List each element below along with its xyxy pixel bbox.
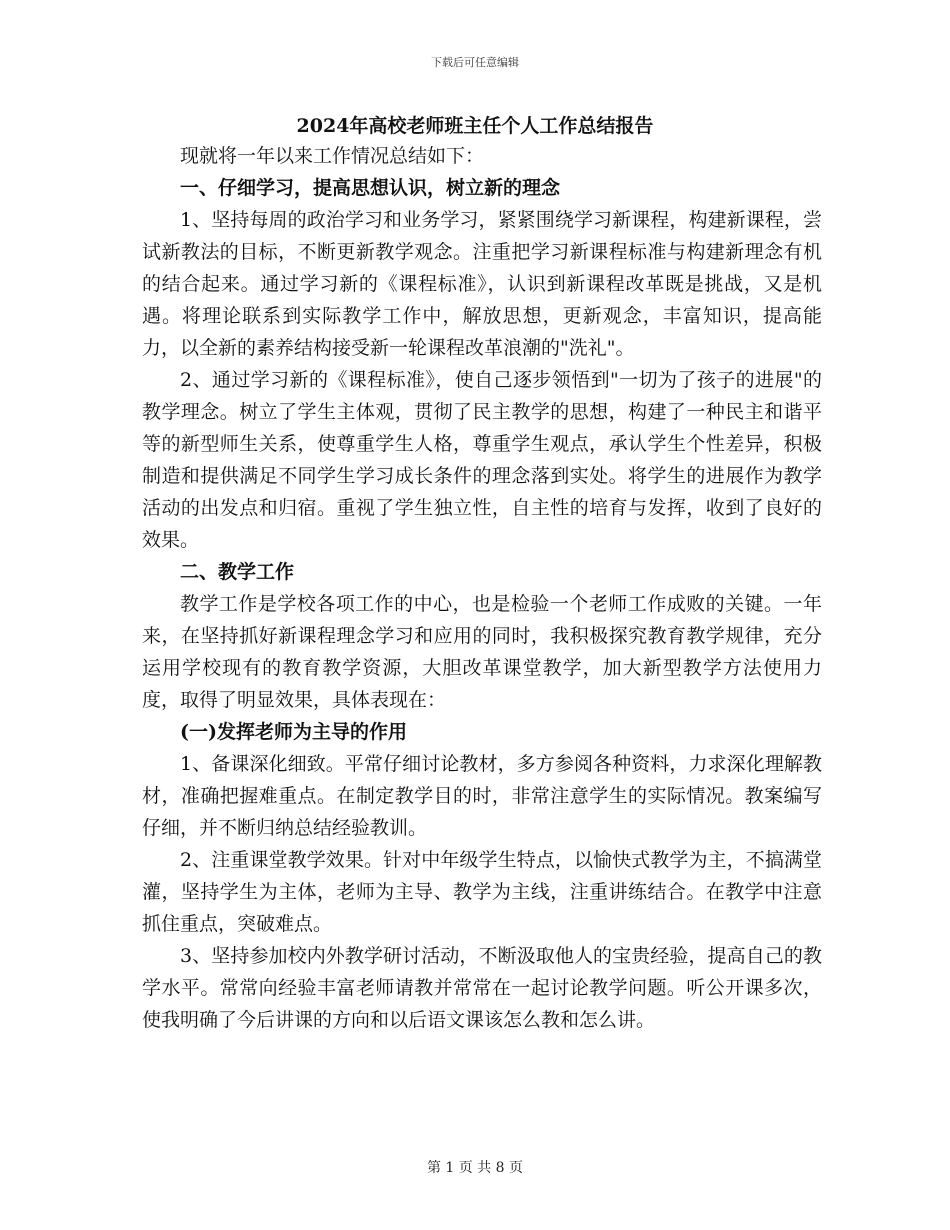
section-heading-1: 一、仔细学习，提高思想认识，树立新的理念 bbox=[180, 177, 561, 199]
document-body bbox=[142, 140, 822, 1036]
paragraph: 3、坚持参加校内外教学研讨活动，不断汲取他人的宝贵经验，提高自己的教学水平。常常向经验丰富老师请教并常常在一起讨论教学问题。听公开课多次，使我明确了今后讲课的方向和以后语文课该怎么教和怎么讲。 bbox=[142, 945, 822, 1031]
paragraph: 2、注重课堂教学效果。针对中年级学生特点，以愉快式教学为主，不搞满堂灌，坚持学生为主体，老师为主导、教学为主线，注重讲练结合。在教学中注意抓住重点，突破难点。 bbox=[142, 849, 822, 935]
header-note: 下载后可任意编辑 bbox=[431, 56, 519, 69]
intro-paragraph: 现就将一年以来工作情况总结如下： bbox=[180, 145, 485, 167]
paragraph: 2、通过学习新的《课程标准》，使自己逐步领悟到"一切为了孩子的进展"的教学理念。树立了学生主体观，贯彻了民主教学的思想，构建了一种民主和谐平等的新型师生关系，使尊重学生人格，尊重学生观点，承认学生个性差异，积极制造和提供满足不同学生学习成长条件的理念落到实处。将学生的进展作为教学活动的出发点和归宿。重视了学生独立性，自主性的培育与发挥，收到了良好的效果。 bbox=[142, 369, 822, 551]
paragraph: 教学工作是学校各项工作的中心，也是检验一个老师工作成败的关键。一年来，在坚持抓好新课程理念学习和应用的同时，我积极探究教育教学规律，充分运用学校现有的教育教学资源，大胆改革课堂教学，加大新型教学方法使用力度，取得了明显效果，具体表现在： bbox=[142, 593, 822, 711]
page-number: 第 1 页 共 8 页 bbox=[426, 1160, 524, 1176]
document-title: 2024年高校老师班主任个人工作总结报告 bbox=[296, 115, 654, 137]
section-heading-2: 二、教学工作 bbox=[180, 561, 295, 583]
paragraph: 1、坚持每周的政治学习和业务学习，紧紧围绕学习新课程，构建新课程，尝试新教法的目标，不断更新教学观念。注重把学习新课程标准与构建新理念有机的结合起来。通过学习新的《课程标准》，认识到新课程改革既是挑战，又是机遇。将理论联系到实际教学工作中，解放思想，更新观念，丰富知识，提高能力，以全新的素养结构接受新一轮课程改革浪潮的"洗礼"。 bbox=[142, 209, 822, 359]
subsection-heading: (一)发挥老师为主导的作用 bbox=[180, 721, 407, 743]
paragraph: 1、备课深化细致。平常仔细讨论教材，多方参阅各种资料，力求深化理解教材，准确把握难重点。在制定教学目的时，非常注意学生的实际情况。教案编写仔细，并不断归纳总结经验教训。 bbox=[142, 753, 822, 839]
